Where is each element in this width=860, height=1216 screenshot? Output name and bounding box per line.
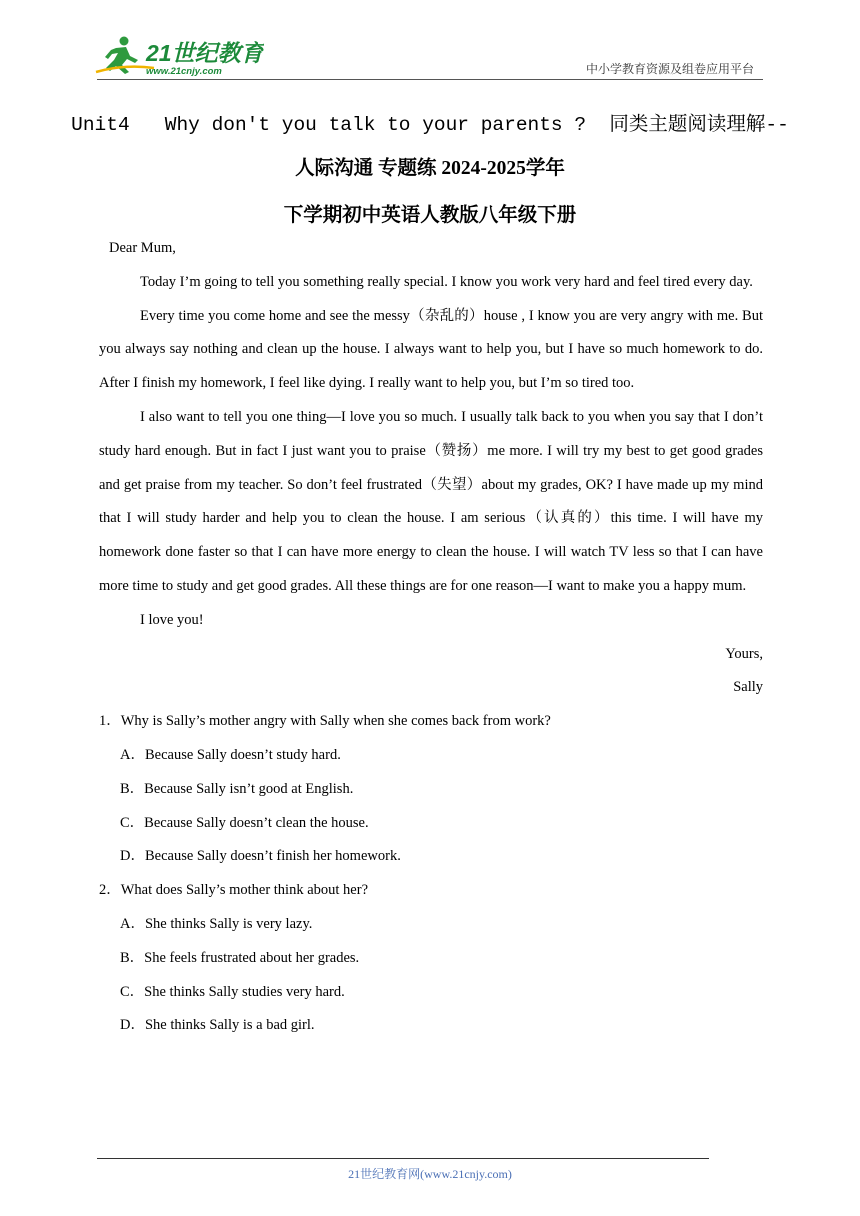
letter-paragraph: I love you! xyxy=(140,611,204,628)
footer-link[interactable]: 21世纪教育网(www.21cnjy.com) xyxy=(348,1167,512,1181)
question-2: 2．What does Sally’s mother think about her? xyxy=(99,882,369,899)
question-1-option-b[interactable]: B．Because Sally isn’t good at English. xyxy=(120,780,354,797)
question-2-option-d[interactable]: D．She thinks Sally is a bad girl. xyxy=(120,1017,315,1034)
letter-signature: Sally xyxy=(733,679,763,696)
logo-text: 21世纪教育 xyxy=(146,40,264,66)
letter-paragraph: Today I’m going to tell you something really special. I know you work very hard and feel tired every day. xyxy=(140,273,753,290)
page-title-line-3: 下学期初中英语人教版八年级下册 xyxy=(283,205,577,226)
letter-greeting: Dear Mum, xyxy=(109,240,176,256)
question-1: 1．Why is Sally’s mother angry with Sally when she comes back from work? xyxy=(99,713,551,730)
question-1-option-c[interactable]: C．Because Sally doesn’t clean the house. xyxy=(120,814,369,831)
footer-divider xyxy=(97,1158,709,1159)
question-2-option-c[interactable]: C．She thinks Sally studies very hard. xyxy=(120,983,345,1000)
question-1-option-a[interactable]: A．Because Sally doesn’t study hard. xyxy=(120,746,341,763)
header-divider xyxy=(97,79,763,80)
letter-closing: Yours, xyxy=(725,645,763,662)
platform-name: 中小学教育资源及组卷应用平台 xyxy=(585,62,754,76)
letter-paragraph: I also want to tell you one thing—I love you so much. I usually talk back to you when you say that I don’t study hard enough. But in fact I just want you to praise（赞扬）me more. I will try my best to get good grades and get praise from my teacher. So don’t feel frustrated（失望）about my grades, OK? I have made up my mind that I will study harder and help you to clean the house. I am serious（认真的）this time. I will have my homework done faster so that I can have more energy to clean the house. I will watch TV less so that I can have more time to study and get good grades. All these things are for one reason—I want to make you a happy mum. xyxy=(99,408,763,594)
site-logo xyxy=(94,34,264,78)
page-title-line-2: 人际沟通 专题练 2024-2025学年 xyxy=(295,158,565,179)
page-title-line-1: Unit4 Why don't you talk to your parents ? 同类主题阅读理解-- xyxy=(71,114,789,136)
logo-url: www.21cnjy.com xyxy=(146,66,222,77)
question-2-option-a[interactable]: A．She thinks Sally is very lazy. xyxy=(120,915,313,932)
document-body xyxy=(99,232,763,1043)
question-2-option-b[interactable]: B．She feels frustrated about her grades. xyxy=(120,949,360,966)
letter-paragraph: Every time you come home and see the messy（杂乱的）house , I know you are very angry with me. But you always say nothing and clean up the house. I always want to help you, but I have so much homework to do. After I finish my homework, I feel like dying. I really want to help you, but I’m so tired too. xyxy=(99,307,763,392)
question-1-option-d[interactable]: D．Because Sally doesn’t finish her homework. xyxy=(120,848,401,865)
